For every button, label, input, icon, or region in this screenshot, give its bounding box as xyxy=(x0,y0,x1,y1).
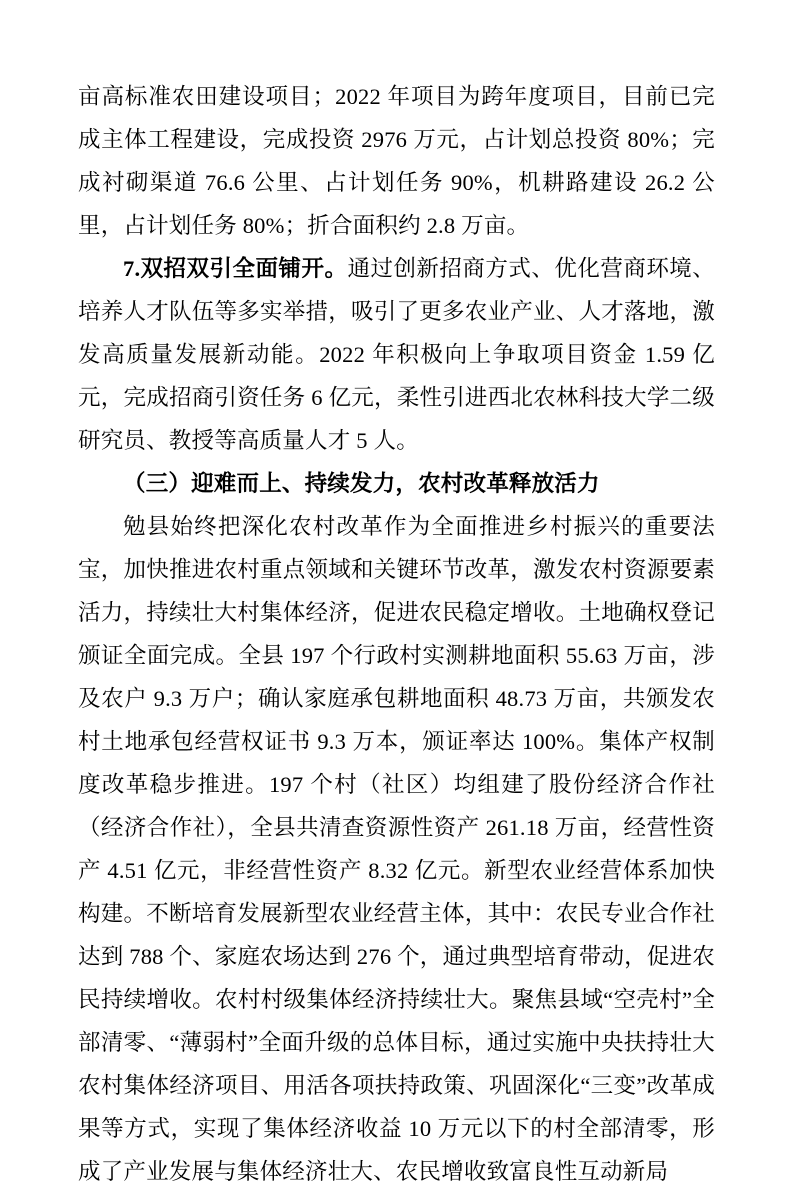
paragraph-rural-reform: 勉县始终把深化农村改革作为全面推进乡村振兴的重要法宝，加快推进农村重点领域和关键环节改革，激发农村资源要素活力，持续壮大村集体经济，促进农民稳定增收。土地确权登记颁证全面完成。全县 197 个行政村实测耕地面积 55.63 万亩，涉及农户 9.3 万户；确认家庭承包耕地面积 48.73 万亩，共颁发农村土地承包经营权证书 9.3 万本，颁证率达 100%。集体产权制度改革稳步推进。197 个村（社区）均组建了股份经济合作社（经济合作社），全县共清查资源性资产 261.18 万亩，经营性资产 4.51 亿元，非经营性资产 8.32 亿元。新型农业经营体系加快构建。不断培育发展新型农业经营主体，其中：农民专业合作社达到 788 个、家庭农场达到 276 个，通过典型培育带动，促进农民持续增收。农村村级集体经济持续壮大。聚焦县域“空壳村”全部清零、“薄弱村”全面升级的总体目标，通过实施中央扶持壮大农村集体经济项目、用活各项扶持政策、巩固深化“三变”改革成果等方式，实现了集体经济收益 10 万元以下的村全部清零，形成了产业发展与集体经济壮大、农民增收致富良性互动新局 xyxy=(78,514,715,1184)
paragraph-continued-farmland: 亩高标准农田建设项目；2022 年项目为跨年度项目，目前已完成主体工程建设，完成投资 2976 万元，占计划总投资 80%；完成衬砌渠道 76.6 公里、占计划任务 90%，机耕路建设 26.2 公里，占计划任务 80%；折合面积约 2.8 万亩。 xyxy=(78,84,715,238)
heading-section-3: （三）迎难而上、持续发力，农村改革释放活力 xyxy=(123,471,600,496)
paragraph-item-7-text: 通过创新招商方式、优化营商环境、培养人才队伍等多实举措，吸引了更多农业产业、人才落地，激发高质量发展新动能。2022 年积极向上争取项目资金 1.59 亿元，完成招商引资任务 6 亿元，柔性引进西北农林科技大学二级研究员、教授等高质量人才 5 人。 xyxy=(78,256,716,453)
paragraph-item-7 xyxy=(78,247,715,462)
document-body xyxy=(78,75,715,1193)
paragraph-item-7-lead: 7.双招双引全面铺开。 xyxy=(123,256,348,281)
